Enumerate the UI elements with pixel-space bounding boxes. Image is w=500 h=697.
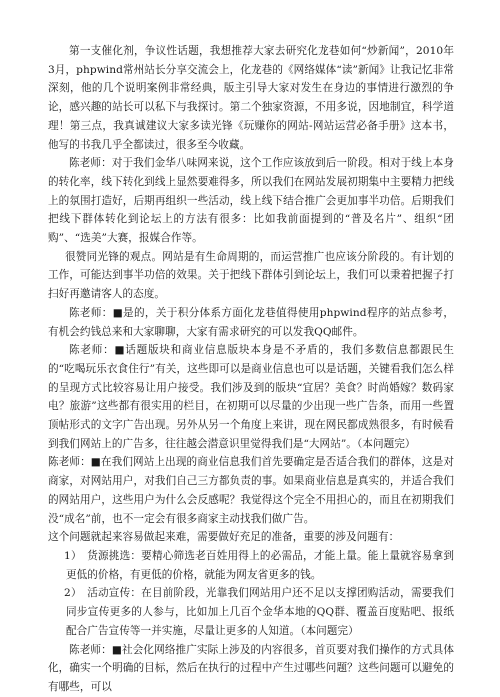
paragraph-points-system: 陈老师：■是的，关于积分体系方面化龙巷值得使用phpwind程序的站点参考，有机会约钱总来和大家聊聊，大家有需求研究的可以发我QQ邮件。 xyxy=(48,306,454,338)
paragraph-catalyst-topics: 第一支催化剂，争议性话题，我想推荐大家去研究化龙巷如何“炒新闻”，2010年3月，phpwind常州站长分享交流会上，化龙巷的《网络媒体“读”新闻》让我记忆非常深刻，他的几个说明案例非常经典，版主引导大家对发生在身边的事情进行激烈的争论，感兴趣的站长可以私下与我探讨。第二个独家资源，不用多说，因地制宜，科学道理！第三点，我真诚建议大家多读光锋《玩赚你的网站-网站运营必备手册》这本书，他写的书我几乎全都读过，很多至今收藏。 xyxy=(48,45,454,151)
paragraph-group-buy-intro: 这个问题就起来容易做起来难，需要做好充足的准备，重要的涉及问题有： xyxy=(48,531,400,544)
paragraph-topic-vs-commerce: 陈老师：■话题版块和商业信息版块本身是不矛盾的，我们多数信息都跟民生的“吃喝玩乐衣食住行”有关，这些即可以是商业信息也可以是话题，关键看我们怎么样的呈现方式比较容易让用户接受。我们涉及到的版块“宜居？美食？时尚婚嫁？数码家电？旅游”这些都有很实用的栏目，在初期可以尽量的少出现一些广告条，而用一些置顶帖形式的文字广告出现。另外从另一个角度上来讲，现在网民都成熟很多，有时候看到我们网站上的广告多，往往越会潜意识里觉得我们是“大网站”。（本问题完） xyxy=(48,344,454,450)
list-item-sourcing: 1） 货源挑选：要精心筛选老百姓用得上的必需品，才能上量。能上量就容易拿到更低的价格，有更低的价格，就能为网友省更多的钱。 xyxy=(64,549,454,581)
paragraph-offline-conversion: 陈老师：对于我们金华八味网来说，这个工作应该放到后一阶段。相对于线上本身的转化率，线下转化到线上显然要难得多，所以我们在网站发展初期集中主要精力把线上的氛围打造好，后期再组织一些活动，线上线下结合推广会更加事半功倍。后期我们把线下群体转化到论坛上的方法有很多：比如我前面提到的“普及名片”、组织“团购”、“选美”大赛，报媒合作等。 xyxy=(48,157,454,245)
paragraph-website-lifecycle: 很赞同光锋的观点。网站是有生命周期的，而运营推广也应该分阶段的。有计划的工作，可能达到事半功倍的效果。关于把线下群体引到论坛上，我们可以秉着把握子打扫好再邀请客人的态度。 xyxy=(48,250,454,301)
paragraph-commercial-info: 陈老师：■在我们网站上出现的商业信息我们首先要确定是否适合我们的群体，这是对商家，对网站用户，对我们自己三方都负责的事。如果商业信息是真实的，并适合我们的网站用户，这些用户为什么会反感呢？我觉得这个完全不用担心的，而且在初期我们没“成名”前，也不一定会有很多商家主动找我们做广告。 xyxy=(48,456,454,525)
list-item-promotion: 2） 活动宣传：在目前阶段，光靠我们网站用户还不足以支撑团购活动，需要我们同步宣传更多的人参与，比如加上几百个金华本地的QQ群、覆盖百度贴吧、报纸配合广告宣传等一并实施，尽量让更多的人知道。（本问题完） xyxy=(64,587,454,637)
paragraph-social-marketing: 陈老师：■社会化网络推广实际上涉及的内容很多，首页要对我们操作的方式具体化，确实一个明确的目标，然后在执行的过程中产生过哪些问题？这些问题可以避免的有哪些，可以 xyxy=(48,643,454,693)
